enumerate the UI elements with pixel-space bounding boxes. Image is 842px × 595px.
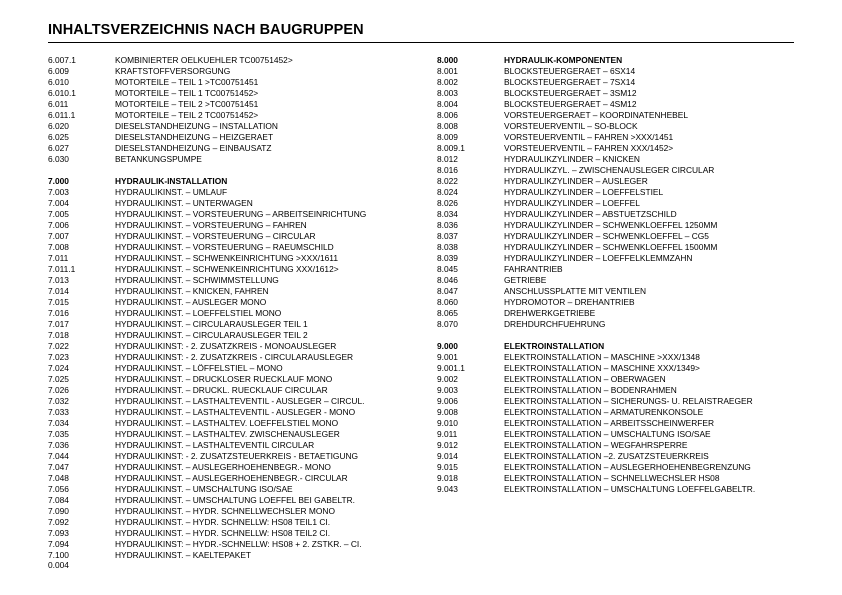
toc-entry-number: 9.001.1	[437, 363, 465, 373]
toc-entry-number: 7.035	[48, 429, 69, 439]
toc-entry-number: 9.002	[437, 374, 458, 384]
toc-entry-number: 7.090	[48, 506, 69, 516]
toc-entry-label: ELEKTROINSTALLATION –2. ZUSATZSTEUERKREIS	[504, 451, 709, 461]
toc-entry-label: BLOCKSTEUERGERAET – 3SM12	[504, 88, 637, 98]
toc-entry-row[interactable]	[437, 143, 837, 154]
toc-entry-number: 8.039	[437, 253, 458, 263]
toc-entry-label: HYDRAULIKZYLINDER – ABSTUETZSCHILD	[504, 209, 677, 219]
toc-entry-label: HYDRAULIKZYLINDER – LOEFFEL	[504, 198, 640, 208]
toc-entry-label: MOTORTEILE – TEIL 1 TC00751452>	[115, 88, 259, 98]
toc-entry-label: HYDRAULIKZYLINDER – AUSLEGER	[504, 176, 648, 186]
toc-entry-label: MOTORTEILE – TEIL 1 >TC00751451	[115, 77, 259, 87]
toc-entry-label: HYDRAULIKINST. – LASTHALTEV. LOEFFELSTIEL MONO	[115, 418, 339, 428]
toc-entry-label: MOTORTEILE – TEIL 2 >TC00751451	[115, 99, 259, 109]
toc-entry-number: 8.009.1	[437, 143, 465, 153]
toc-entry-row[interactable]	[48, 187, 438, 198]
toc-entry-number: 7.084	[48, 495, 69, 505]
toc-entry-row[interactable]	[437, 429, 837, 440]
toc-entry-number: 7.007	[48, 231, 69, 241]
toc-entry-label: ELEKTROINSTALLATION – MASCHINE XXX/1349>	[504, 363, 700, 373]
toc-entry-label: ELEKTROINSTALLATION – AUSLEGERHOEHENBEGRENZUNG	[504, 462, 751, 472]
toc-entry-number: 7.044	[48, 451, 69, 461]
toc-entry-row[interactable]	[48, 209, 438, 220]
toc-entry-row[interactable]	[437, 319, 837, 330]
toc-entry-number: 6.007.1	[48, 55, 76, 65]
toc-entry-row[interactable]	[48, 517, 438, 528]
toc-entry-row[interactable]	[48, 506, 438, 517]
toc-entry-label: HYDRAULIKINST. – LASTHALTEVENTIL - AUSLEGER - MONO	[115, 407, 356, 417]
toc-entry-row[interactable]	[48, 462, 438, 473]
toc-entry-label: ELEKTROINSTALLATION – OBERWAGEN	[504, 374, 666, 384]
toc-entry-row[interactable]	[437, 110, 837, 121]
toc-entry-label: HYDRAULIKINST. – UMSCHALTUNG ISO/SAE	[115, 484, 293, 494]
toc-entry-row[interactable]	[437, 132, 837, 143]
toc-entry-label: HYDRAULIKINST. – AUSLEGER MONO	[115, 297, 267, 307]
toc-entry-number: 8.036	[437, 220, 458, 230]
toc-entry-row[interactable]	[437, 264, 837, 275]
toc-entry-row[interactable]	[437, 385, 837, 396]
toc-entry-label: VORSTEUERVENTIL – SO-BLOCK	[504, 121, 638, 131]
toc-entry-number: 8.047	[437, 286, 458, 296]
toc-entry-label: HYDRAULIKINST. – UMSCHALTUNG LOEFFEL BEI GABELTR.	[115, 495, 355, 505]
toc-entry-row[interactable]	[437, 352, 837, 363]
toc-entry-row[interactable]	[48, 264, 438, 275]
toc-entry-label: HYDROMOTOR – DREHANTRIEB	[504, 297, 635, 307]
toc-entry-number: 6.009	[48, 66, 69, 76]
toc-entry-label: BETANKUNGSPUMPE	[115, 154, 202, 164]
toc-entry-row[interactable]	[48, 308, 438, 319]
toc-entry-row[interactable]	[437, 363, 837, 374]
toc-entry-number: 8.038	[437, 242, 458, 252]
toc-entry-row[interactable]	[437, 66, 837, 77]
toc-entry-row[interactable]	[437, 209, 837, 220]
toc-entry-row[interactable]	[48, 473, 438, 484]
toc-entry-label: FAHRANTRIEB	[504, 264, 563, 274]
toc-entry-number: 7.024	[48, 363, 69, 373]
toc-entry-row[interactable]	[437, 473, 837, 484]
toc-entry-number: 9.014	[437, 451, 458, 461]
toc-entry-row[interactable]	[437, 176, 837, 187]
toc-entry-row[interactable]	[437, 418, 837, 429]
toc-entry-number: 6.030	[48, 154, 69, 164]
toc-entry-number: 7.036	[48, 440, 69, 450]
toc-entry-label: VORSTEUERVENTIL – FAHREN XXX/1452>	[504, 143, 674, 153]
toc-entry-label: HYDRAULIKINST. – AUSLEGERHOEHENBEGR.- MONO	[115, 462, 331, 472]
toc-entry-row[interactable]	[48, 198, 438, 209]
page-number: 0.004	[48, 560, 69, 570]
toc-entry-number: 7.011.1	[48, 264, 76, 274]
toc-entry-label: HYDRAULIKINST. – VORSTEUERUNG – FAHREN	[115, 220, 307, 230]
toc-entry-row[interactable]	[437, 484, 837, 495]
toc-entry-label: HYDRAULIKINST. – DRUCKLOSER RUECKLAUF MONO	[115, 374, 333, 384]
toc-entry-row[interactable]	[437, 242, 837, 253]
toc-entry-number: 8.022	[437, 176, 458, 186]
toc-entry-number: 7.003	[48, 187, 69, 197]
toc-entry-number: 8.026	[437, 198, 458, 208]
toc-entry-number: 8.003	[437, 88, 458, 98]
toc-entry-label: HYDRAULIKINST. – HYDR. SCHNELLW: HS08 TEIL1 CI.	[115, 517, 331, 527]
toc-entry-label: ELEKTROINSTALLATION – BODENRAHMEN	[504, 385, 677, 395]
toc-entry-number: 7.047	[48, 462, 69, 472]
toc-entry-label: ANSCHLUSSPLATTE MIT VENTILEN	[504, 286, 647, 296]
toc-entry-number: 7.006	[48, 220, 69, 230]
toc-entry-row[interactable]	[437, 462, 837, 473]
toc-entry-label: HYDRAULIKZYLINDER – SCHWENKLOEFFEL 1250MM	[504, 220, 718, 230]
toc-entry-number: 7.032	[48, 396, 69, 406]
toc-entry-label: HYDRAULIKZYLINDER – LOEFFELSTIEL	[504, 187, 664, 197]
toc-entry-number: 9.011	[437, 429, 458, 439]
toc-entry-row[interactable]	[437, 396, 837, 407]
toc-entry-number: 8.016	[437, 165, 458, 175]
toc-entry-label: HYDRAULIK-INSTALLATION	[115, 176, 228, 186]
toc-entry-label: HYDRAULIK-KOMPONENTEN	[504, 55, 623, 65]
toc-entry-number: 7.008	[48, 242, 69, 252]
toc-entry-row[interactable]	[437, 253, 837, 264]
toc-entry-number: 8.046	[437, 275, 458, 285]
toc-entry-number: 7.017	[48, 319, 69, 329]
toc-entry-number: 7.015	[48, 297, 69, 307]
toc-entry-label: HYDRAULIKINST: - 2. ZUSATZSTEUERKREIS - BETAETIGUNG	[115, 451, 359, 461]
toc-entry-row[interactable]	[437, 308, 837, 319]
toc-entry-label: GETRIEBE	[504, 275, 547, 285]
toc-entry-label: HYDRAULIKINST. – LASTHALTEV. ZWISCHENAUSLEGER	[115, 429, 340, 439]
toc-entry-label: ELEKTROINSTALLATION – UMSCHALTUNG ISO/SAE	[504, 429, 711, 439]
toc-entry-label: HYDRAULIKZYLINDER – SCHWENKLOEFFEL 1500MM	[504, 242, 718, 252]
toc-entry-row[interactable]	[48, 121, 438, 132]
toc-entry-row[interactable]	[48, 484, 438, 495]
toc-entry-label: ELEKTROINSTALLATION – ARMATURENKONSOLE	[504, 407, 704, 417]
left-column	[48, 55, 438, 561]
toc-entry-number: 7.022	[48, 341, 69, 351]
toc-entry-label: KRAFTSTOFFVERSORGUNG	[115, 66, 231, 76]
toc-entry-number: 7.048	[48, 473, 69, 483]
toc-section-row[interactable]	[437, 341, 837, 352]
toc-entry-number: 8.009	[437, 132, 458, 142]
toc-entry-label: BLOCKSTEUERGERAET – 6SX14	[504, 66, 636, 76]
toc-entry-number: 8.060	[437, 297, 458, 307]
toc-entry-row[interactable]	[437, 88, 837, 99]
toc-entry-number: 7.014	[48, 286, 69, 296]
toc-entry-number: 8.006	[437, 110, 458, 120]
toc-entry-number: 6.020	[48, 121, 69, 131]
toc-entry-row[interactable]	[48, 99, 438, 110]
toc-entry-number: 6.010.1	[48, 88, 76, 98]
toc-entry-number: 7.005	[48, 209, 69, 219]
toc-entry-label: HYDRAULIKINST. – KAELTEPAKET	[115, 550, 252, 560]
toc-entry-number: 9.003	[437, 385, 458, 395]
toc-entry-row[interactable]	[437, 407, 837, 418]
toc-entry-row[interactable]	[437, 451, 837, 462]
toc-entry-row[interactable]	[437, 198, 837, 209]
toc-entry-row[interactable]	[48, 143, 438, 154]
toc-entry-number: 7.025	[48, 374, 69, 384]
toc-entry-row[interactable]	[437, 77, 837, 88]
toc-entry-label: HYDRAULIKINST. – HYDR. SCHNELLWECHSLER MONO	[115, 506, 335, 516]
toc-entry-number: 7.026	[48, 385, 69, 395]
toc-entry-label: HYDRAULIKINST. – VORSTEUERUNG – ARBEITSEINRICHTUNG	[115, 209, 367, 219]
toc-entry-row[interactable]	[437, 231, 837, 242]
toc-entry-row[interactable]	[437, 286, 837, 297]
toc-entry-label: HYDRAULIKINST. – VORSTEUERUNG – CIRCULAR	[115, 231, 316, 241]
toc-entry-row[interactable]	[48, 220, 438, 231]
toc-entry-label: ELEKTROINSTALLATION – WEGFAHRSPERRE	[504, 440, 688, 450]
toc-entry-number: 7.018	[48, 330, 69, 340]
toc-entry-number: 6.027	[48, 143, 69, 153]
toc-entry-label: HYDRAULIKINST: - 2. ZUSATZKREIS - MONOAUSLEGER	[115, 341, 337, 351]
toc-entry-row[interactable]	[48, 319, 438, 330]
toc-entry-number: 7.056	[48, 484, 69, 494]
toc-entry-number: 7.034	[48, 418, 69, 428]
toc-entry-row[interactable]	[48, 440, 438, 451]
toc-entry-label: HYDRAULIKZYLINDER – KNICKEN	[504, 154, 640, 164]
toc-entry-label: HYDRAULIKZYLINDER – LOEFFELKLEMMZAHN	[504, 253, 693, 263]
toc-entry-number: 6.010	[48, 77, 69, 87]
toc-entry-row[interactable]	[437, 440, 837, 451]
toc-entry-row[interactable]	[48, 418, 438, 429]
toc-entry-row[interactable]	[48, 66, 438, 77]
toc-entry-number: 8.000	[437, 55, 458, 65]
toc-entry-label: DIESELSTANDHEIZUNG – INSTALLATION	[115, 121, 278, 131]
toc-entry-label: HYDRAULIKINST. – VORSTEUERUNG – RAEUMSCHILD	[115, 242, 334, 252]
toc-entry-label: HYDRAULIKINST. – UNTERWAGEN	[115, 198, 253, 208]
toc-entry-label: ELEKTROINSTALLATION – ARBEITSSCHEINWERFER	[504, 418, 715, 428]
toc-entry-label: ELEKTROINSTALLATION	[504, 341, 605, 351]
toc-entry-label: HYDRAULIKINST: – HYDR.-SCHNELLW: HS08 + 2. ZSTKR. – CI.	[115, 539, 362, 549]
section-spacer	[48, 165, 438, 176]
toc-entry-label: HYDRAULIKINST. – UMLAUF	[115, 187, 228, 197]
toc-entry-label: VORSTEUERVENTIL – FAHREN >XXX/1451	[504, 132, 674, 142]
toc-entry-number: 8.037	[437, 231, 458, 241]
toc-entry-number: 6.011.1	[48, 110, 76, 120]
toc-entry-row[interactable]	[48, 352, 438, 363]
toc-entry-number: 7.016	[48, 308, 69, 318]
toc-entry-number: 9.043	[437, 484, 458, 494]
toc-section-row[interactable]	[437, 55, 837, 66]
toc-entry-label: VORSTEUERGERAET – KOORDINATENHEBEL	[504, 110, 688, 120]
page-title: INHALTSVERZEICHNIS NACH BAUGRUPPEN	[48, 22, 364, 38]
toc-entry-number: 8.002	[437, 77, 458, 87]
toc-entry-number: 9.000	[437, 341, 458, 351]
toc-entry-row[interactable]	[437, 121, 837, 132]
toc-entry-label: HYDRAULIKINST. – HYDR. SCHNELLW: HS08 TEIL2 CI.	[115, 528, 331, 538]
toc-entry-number: 6.011	[48, 99, 69, 109]
toc-entry-number: 8.008	[437, 121, 458, 131]
toc-entry-number: 9.001	[437, 352, 458, 362]
toc-entry-label: HYDRAULIKINST. – CIRCULARAUSLEGER TEIL 1	[115, 319, 308, 329]
toc-entry-label: HYDRAULIKINST. – LÖFFELSTIEL – MONO	[115, 363, 283, 373]
toc-entry-row[interactable]	[48, 330, 438, 341]
toc-entry-number: 7.093	[48, 528, 69, 538]
toc-entry-row[interactable]	[48, 253, 438, 264]
toc-entry-number: 9.015	[437, 462, 458, 472]
toc-entry-row[interactable]	[48, 539, 438, 550]
toc-entry-label: HYDRAULIKZYL. – ZWISCHENAUSLEGER CIRCULAR	[504, 165, 715, 175]
title-divider	[48, 42, 794, 43]
toc-entry-number: 8.001	[437, 66, 458, 76]
toc-entry-label: HYDRAULIKINST. – CIRCULARAUSLEGER TEIL 2	[115, 330, 308, 340]
toc-entry-label: DREHDURCHFUEHRUNG	[504, 319, 606, 329]
toc-entry-number: 8.045	[437, 264, 458, 274]
toc-entry-row[interactable]	[48, 275, 438, 286]
toc-entry-row[interactable]	[48, 231, 438, 242]
toc-entry-number: 7.023	[48, 352, 69, 362]
toc-entry-row[interactable]	[437, 165, 837, 176]
toc-entry-row[interactable]	[48, 528, 438, 539]
toc-entry-row[interactable]	[437, 99, 837, 110]
toc-entry-number: 9.018	[437, 473, 458, 483]
toc-entry-row[interactable]	[48, 341, 438, 352]
toc-entry-row[interactable]	[48, 385, 438, 396]
toc-entry-number: 8.070	[437, 319, 458, 329]
toc-entry-row[interactable]	[48, 374, 438, 385]
toc-entry-label: ELEKTROINSTALLATION – SCHNELLWECHSLER HS08	[504, 473, 720, 483]
toc-entry-row[interactable]	[48, 286, 438, 297]
toc-entry-label: DREHWERKGETRIEBE	[504, 308, 596, 318]
toc-entry-row[interactable]	[48, 429, 438, 440]
toc-entry-number: 8.004	[437, 99, 458, 109]
toc-entry-number: 7.092	[48, 517, 69, 527]
toc-entry-row[interactable]	[48, 297, 438, 308]
toc-entry-row[interactable]	[437, 220, 837, 231]
toc-entry-row[interactable]	[48, 154, 438, 165]
toc-entry-label: ELEKTROINSTALLATION – MASCHINE >XXX/1348	[504, 352, 700, 362]
toc-entry-label: HYDRAULIKINST. – AUSLEGERHOEHENBEGR.- CIRCULAR	[115, 473, 348, 483]
toc-entry-row[interactable]	[437, 297, 837, 308]
toc-entry-row[interactable]	[48, 550, 438, 561]
toc-entry-number: 9.006	[437, 396, 458, 406]
toc-entry-row[interactable]	[48, 88, 438, 99]
toc-entry-label: HYDRAULIKINST. – SCHWENKEINRICHTUNG XXX/1612>	[115, 264, 339, 274]
section-spacer	[437, 330, 837, 341]
toc-entry-number: 7.100	[48, 550, 69, 560]
toc-entry-label: HYDRAULIKINST. – DRUCKL. RUECKLAUF CIRCULAR	[115, 385, 328, 395]
toc-entry-label: BLOCKSTEUERGERAET – 4SM12	[504, 99, 637, 109]
toc-entry-number: 8.065	[437, 308, 458, 318]
toc-entry-label: HYDRAULIKINST. – SCHWIMMSTELLUNG	[115, 275, 279, 285]
toc-entry-number: 7.033	[48, 407, 69, 417]
toc-entry-row[interactable]	[437, 374, 837, 385]
toc-entry-label: KOMBINIERTER OELKUEHLER TC00751452>	[115, 55, 293, 65]
toc-section-row[interactable]	[48, 176, 438, 187]
toc-entry-number: 7.004	[48, 198, 69, 208]
toc-entry-number: 7.000	[48, 176, 69, 186]
toc-entry-row[interactable]	[48, 55, 438, 66]
toc-entry-label: HYDRAULIKINST. – LASTHALTEVENTIL CIRCULAR	[115, 440, 315, 450]
toc-entry-number: 8.024	[437, 187, 458, 197]
toc-entry-number: 7.094	[48, 539, 69, 549]
toc-entry-row[interactable]	[48, 363, 438, 374]
toc-entry-label: BLOCKSTEUERGERAET – 7SX14	[504, 77, 636, 87]
toc-entry-number: 9.008	[437, 407, 458, 417]
toc-entry-row[interactable]	[437, 275, 837, 286]
toc-entry-label: MOTORTEILE – TEIL 2 TC00751452>	[115, 110, 259, 120]
toc-entry-number: 9.010	[437, 418, 458, 428]
toc-entry-label: DIESELSTANDHEIZUNG – EINBAUSATZ	[115, 143, 272, 153]
toc-entry-number: 6.025	[48, 132, 69, 142]
toc-entry-label: HYDRAULIKINST. – LOEFFELSTIEL MONO	[115, 308, 282, 318]
toc-entry-number: 8.034	[437, 209, 458, 219]
toc-entry-label: HYDRAULIKINST. – KNICKEN, FAHREN	[115, 286, 269, 296]
toc-entry-label: HYDRAULIKINST: - 2. ZUSATZKREIS - CIRCULARAUSLEGER	[115, 352, 354, 362]
toc-entry-number: 7.013	[48, 275, 69, 285]
toc-entry-row[interactable]	[48, 242, 438, 253]
toc-entry-number: 8.012	[437, 154, 458, 164]
toc-entry-row[interactable]	[48, 132, 438, 143]
toc-entry-label: HYDRAULIKZYLINDER – SCHWENKLOEFFEL – CG5	[504, 231, 709, 241]
toc-entry-label: HYDRAULIKINST. – LASTHALTEVENTIL - AUSLEGER – CIRCUL.	[115, 396, 365, 406]
toc-entry-row[interactable]	[437, 187, 837, 198]
toc-entry-number: 9.012	[437, 440, 458, 450]
toc-entry-row[interactable]	[48, 451, 438, 462]
toc-entry-row[interactable]	[48, 495, 438, 506]
toc-entry-row[interactable]	[48, 396, 438, 407]
toc-entry-row[interactable]	[48, 110, 438, 121]
toc-entry-label: DIESELSTANDHEIZUNG – HEIZGERAET	[115, 132, 274, 142]
toc-entry-label: ELEKTROINSTALLATION – SICHERUNGS- U. RELAISTRAEGER	[504, 396, 753, 406]
toc-entry-number: 7.011	[48, 253, 69, 263]
toc-entry-row[interactable]	[48, 407, 438, 418]
toc-entry-row[interactable]	[48, 77, 438, 88]
right-column	[437, 55, 837, 495]
toc-entry-label: HYDRAULIKINST. – SCHWENKEINRICHTUNG >XXX/1611	[115, 253, 338, 263]
toc-entry-label: ELEKTROINSTALLATION – UMSCHALTUNG LOEFFELGABELTR.	[504, 484, 756, 494]
toc-entry-row[interactable]	[437, 154, 837, 165]
